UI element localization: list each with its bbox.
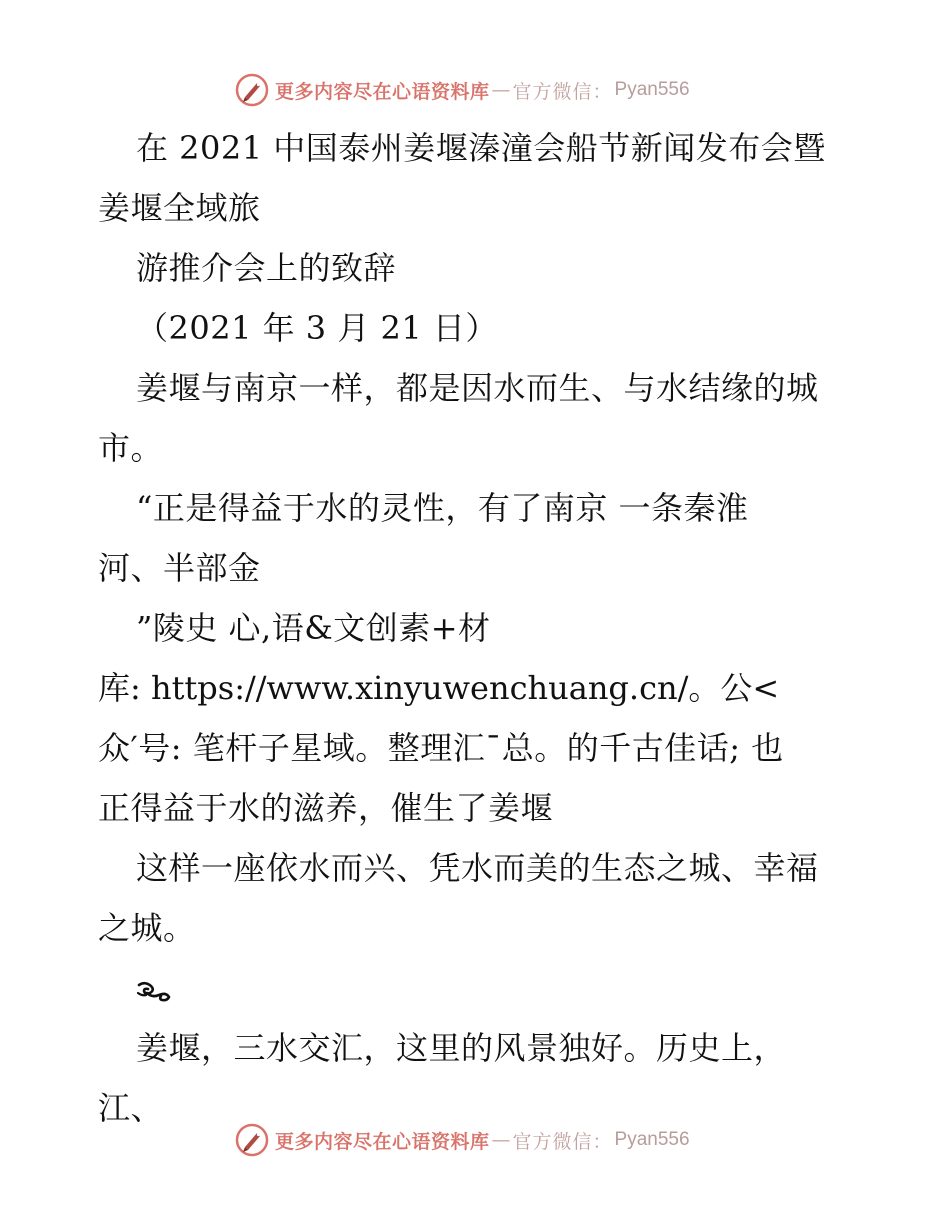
text-line: 正得益于水的滋养，催生了姜堰 (98, 789, 554, 827)
footer-banner (235, 1122, 755, 1158)
text-line: 众′号: 笔杆子星域。整理汇¯总。的千古佳话; 也 (98, 729, 784, 767)
banner-wechat-id: Pyan556 (614, 1129, 690, 1150)
banner-wechat-id: Pyan556 (614, 79, 690, 100)
text-line: 河、半部金 (98, 549, 261, 587)
text-line: 在 2021 中国泰州姜堰溱潼会船节新闻发布会暨 (136, 129, 826, 167)
pen-logo-icon (235, 1123, 269, 1157)
text-line: 姜堰与南京一样，都是因水而生、与水结缘的城 (136, 369, 819, 407)
text-line: 姜堰全域旅 (98, 189, 261, 227)
banner-separator: — (491, 1129, 511, 1151)
pen-logo-icon (235, 73, 269, 107)
document-body (98, 122, 858, 1142)
banner-main-text: 更多内容尽在心语资料库 (275, 1130, 490, 1153)
text-line: 库: https://www.xinyuwenchuang.cn/。公< (98, 669, 780, 707)
banner-main-text: 更多内容尽在心语资料库 (275, 80, 490, 103)
text-line: 姜堰，三水交汇，这里的风景独好。历史上， (136, 1029, 787, 1067)
header-banner (235, 72, 755, 108)
text-line: 江、 (98, 1089, 164, 1127)
text-line: 之城。 (98, 909, 196, 947)
ornament-row (98, 962, 858, 1022)
text-line: “正是得益于水的灵性，有了南京 一条秦淮 (136, 489, 749, 527)
scroll-ornament-icon (136, 980, 172, 1004)
text-line: 这样一座依水而兴、凭水而美的生态之城、幸福 (136, 849, 819, 887)
date-line: （2021 年 3 月 21 日） (136, 309, 498, 347)
text-line: 市。 (98, 429, 164, 467)
banner-wechat-label: 官方微信： (512, 80, 613, 103)
text-line: 游推介会上的致辞 (136, 249, 397, 287)
text-line: ”陵史 心,语&文创素+材 (136, 609, 491, 647)
banner-wechat-label: 官方微信： (512, 1130, 613, 1153)
banner-separator: — (491, 79, 511, 101)
